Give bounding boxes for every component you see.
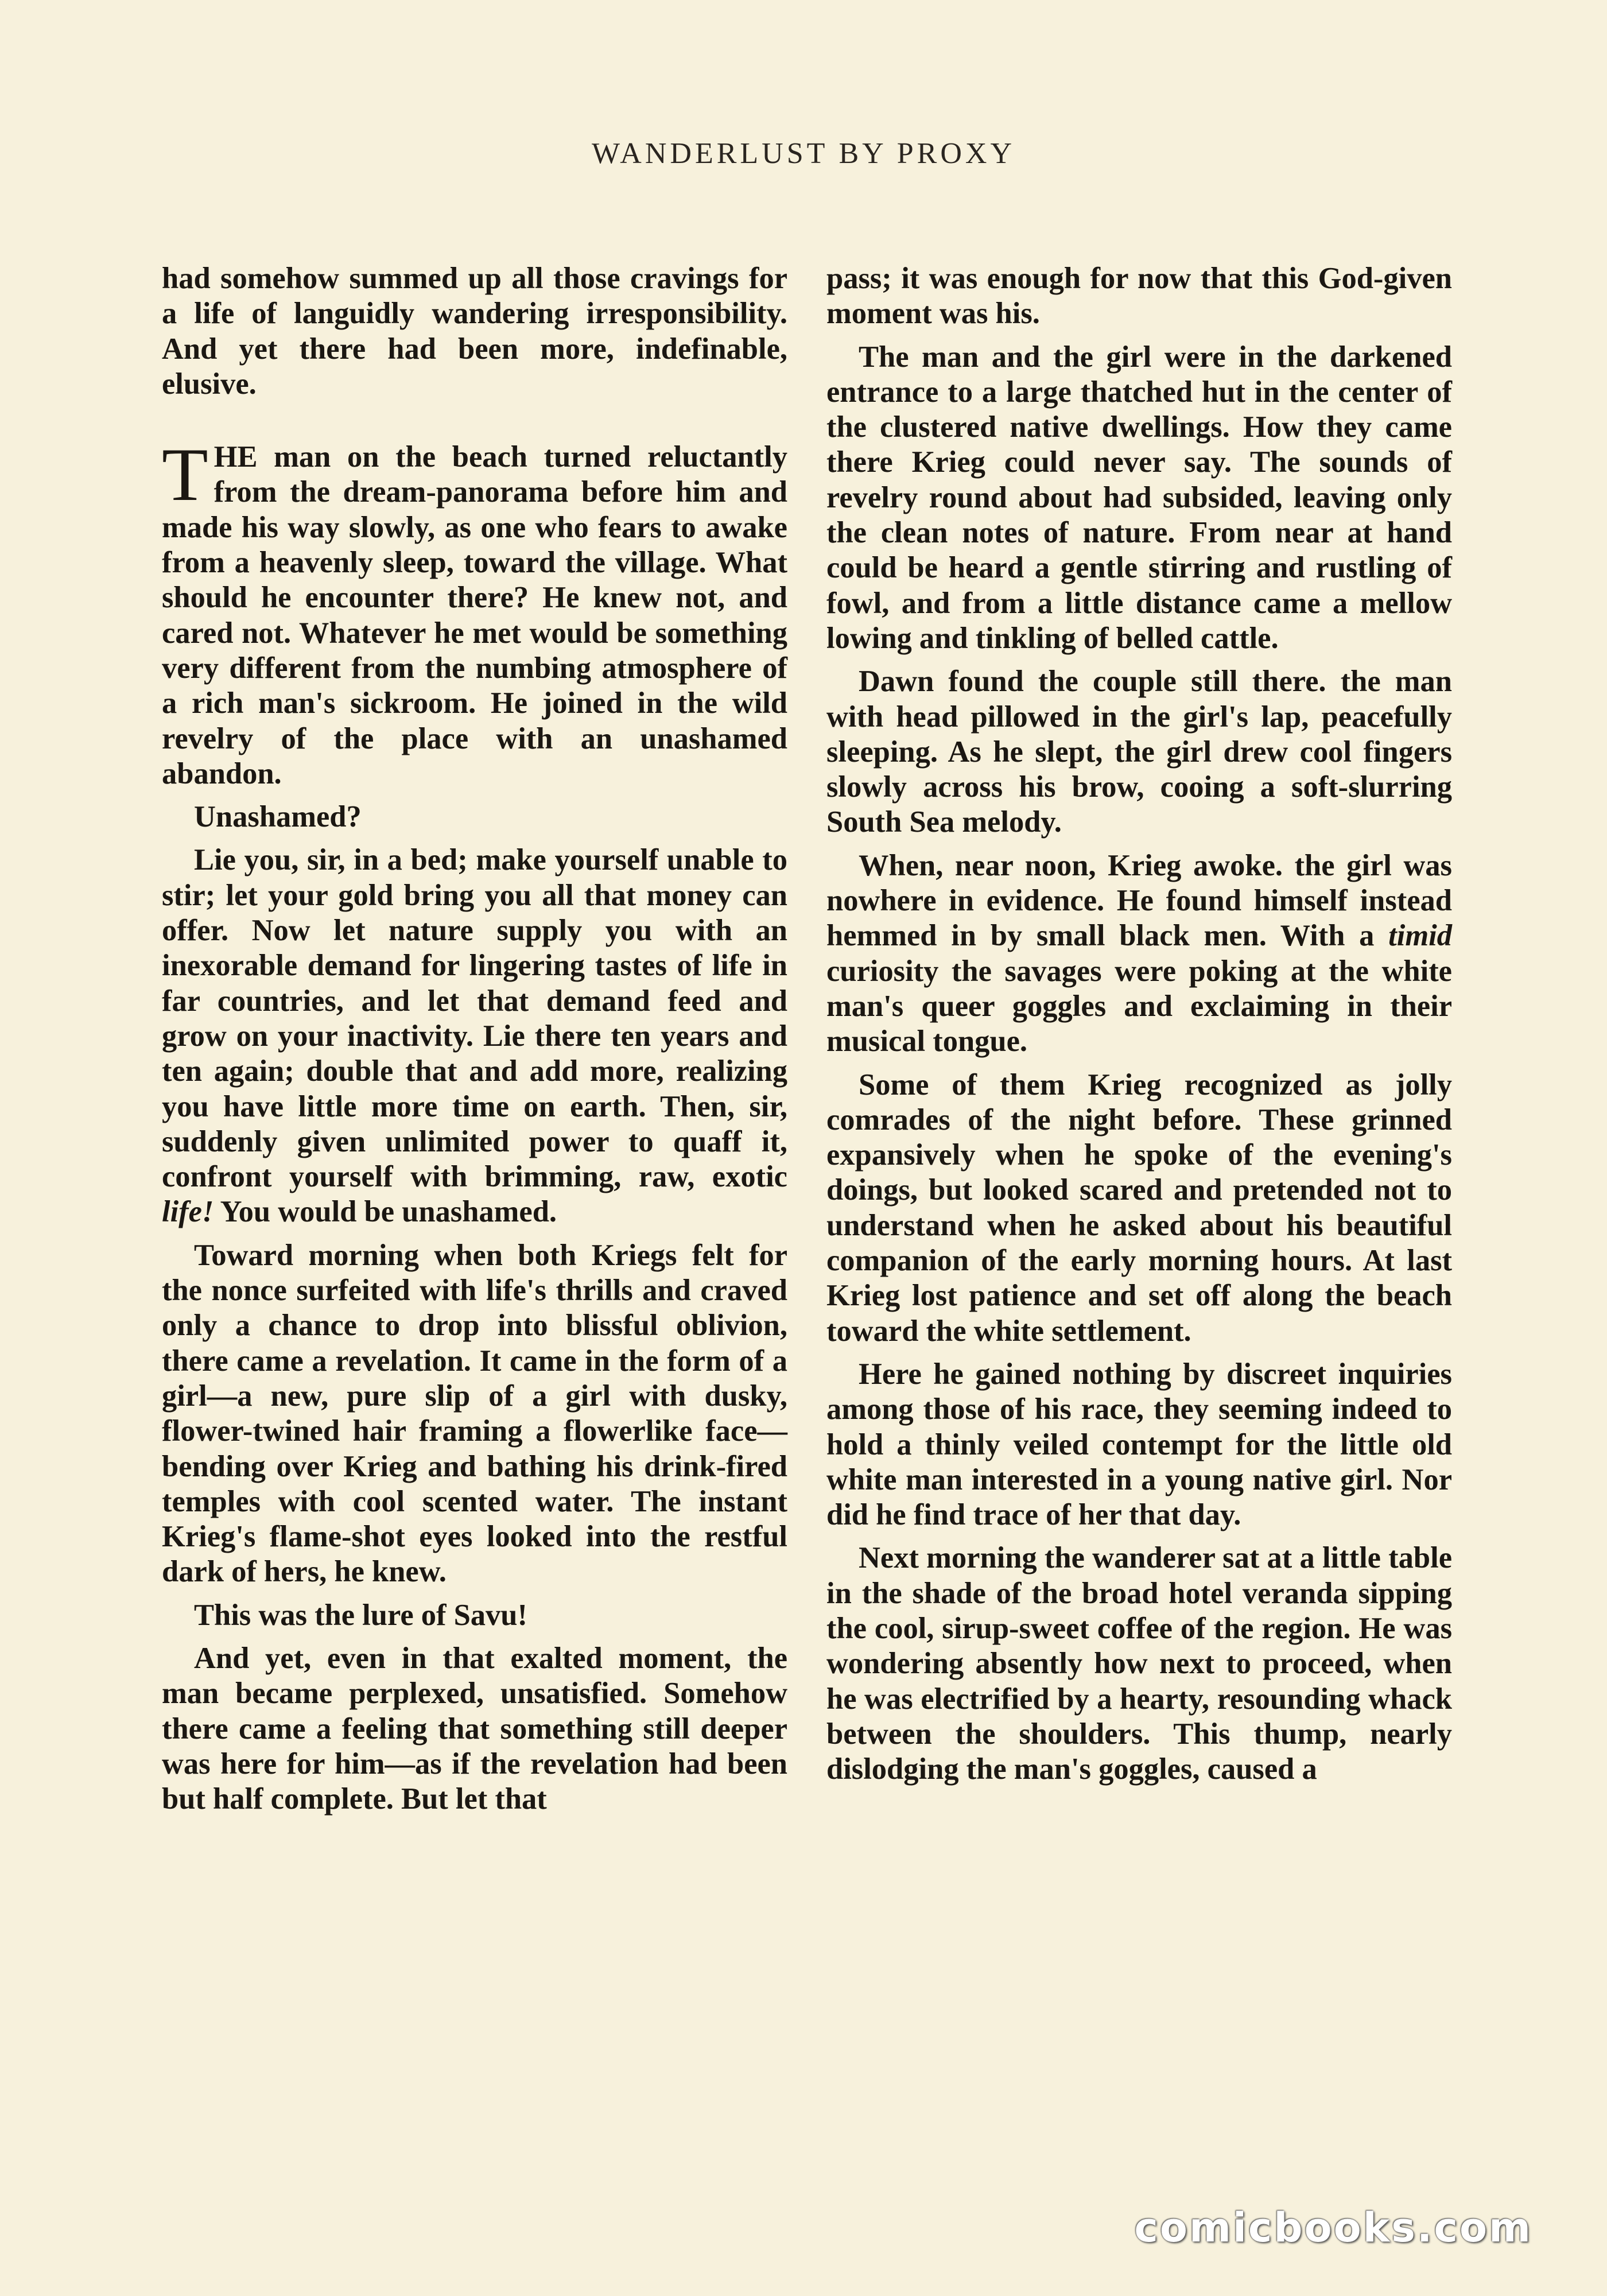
site-watermark: comicbooks.com — [1134, 2204, 1532, 2251]
paragraph: had somehow summed up all those cravings for a life of languidly wandering irresponsibility. And yet there had been more, indefinable, elusive. — [162, 262, 787, 401]
paragraph: The man and the girl were in the darkened entrance to a large thatched hut in the center of the clustered native dwellings. How they came there Krieg could never say. The sounds of revelry round about had subsided, leaving only the clean notes of nature. From near at hand could be heard a gentle stirring and rustling of fowl, and from a little distance came a mellow lowing and tinkling of belled cattle. — [826, 340, 1452, 655]
left-column — [162, 261, 787, 1825]
paragraph — [162, 843, 787, 1230]
paragraph: And yet, even in that exalted moment, the man became perplexed, unsatisfied. Somehow there came a feeling that something still deeper was here for him—as if the revelation had been but half complete. But let that — [162, 1641, 787, 1816]
paragraph — [826, 848, 1452, 1060]
paragraph: pass; it was enough for now that this God-given moment was his. — [826, 262, 1452, 331]
paragraph-text: Lie you, sir, in a bed; make yourself unable to stir; let your gold bring you all that money can offer. Now let nature supply you with an inexorable demand for lingering tastes of life in far countries, and let that demand feed and grow on your inactivity. Lie there ten years and ten again; double that and add more, realizing you have little more time on earth. Then, sir, suddenly given unlimited power to quaff it, confront yourself with brimming, raw, exotic — [162, 843, 787, 1194]
paragraph: Unashamed? — [194, 800, 362, 834]
paragraph: Here he gained nothing by discreet inquiries among those of his race, they seeming indeed to hold a thinly veiled contempt for the little old white man interested in a young native girl. Nor did he find trace of her that day. — [826, 1357, 1452, 1532]
paragraph: Next morning the wanderer sat at a little table in the shade of the broad hotel veranda sipping the cool, sirup-sweet coffee of the region. He was wondering absently how next to proceed, when he was electrified by a hearty, resounding whack between the shoulders. This thump, nearly dislodging the man's goggles, caused a — [826, 1541, 1452, 1786]
drop-cap-letter: T — [162, 432, 208, 517]
paragraph-text: curiosity the savages were poking at the white man's queer goggles and exclaiming in their musical tongue. — [826, 954, 1452, 1058]
paragraph-text: HE man on the beach turned reluctantly from the dream-panorama before him and made his way slowly, as one who fears to awake from a heavenly sleep, toward the village. What should he encounter there? He knew not, and cared not. Whatever he met would be something very different from the numbing atmosphere of a rich man's sickroom. He joined in the wild revelry of the place with an unashamed abandon. — [162, 440, 787, 790]
paragraph: Some of them Krieg recognized as jolly comrades of the night before. These grinned expansively when he spoke of the evening's doings, but looked scared and pretended not to understand when he asked about his beautiful companion of the early morning hours. At last Krieg lost patience and set off along the beach toward the white settlement. — [826, 1068, 1452, 1348]
paragraph: Dawn found the couple still there. the man with head pillowed in the girl's lap, peacefully sleeping. As he slept, the girl drew cool fingers slowly across his brow, cooing a soft-slurring South Sea melody. — [826, 665, 1452, 839]
paragraph: This was the lure of Savu! — [194, 1598, 527, 1632]
italic-text: timid — [1388, 919, 1453, 953]
paragraph-dropcap — [162, 432, 787, 792]
right-column — [826, 261, 1452, 1795]
paragraph: Toward morning when both Kriegs felt for the nonce surfeited with life's thrills and craved only a chance to drop into blissful oblivion, there came a revelation. It came in the form of a girl—a new, pure slip of a girl with dusky, flower-twined hair framing a flowerlike face—bending over Krieg and bathing his drink-fired temples with cool scented water. The instant Krieg's flame-shot eyes looked into the restful dark of hers, he knew. — [162, 1238, 787, 1589]
running-header: WANDERLUST BY PROXY — [591, 137, 1016, 170]
paragraph-text: When, near noon, Krieg awoke. the girl was nowhere in evidence. He found himself instead hemmed in by small black men. With a — [826, 848, 1452, 953]
italic-text: life! — [162, 1195, 214, 1229]
paragraph-text: You would be unashamed. — [220, 1195, 557, 1229]
